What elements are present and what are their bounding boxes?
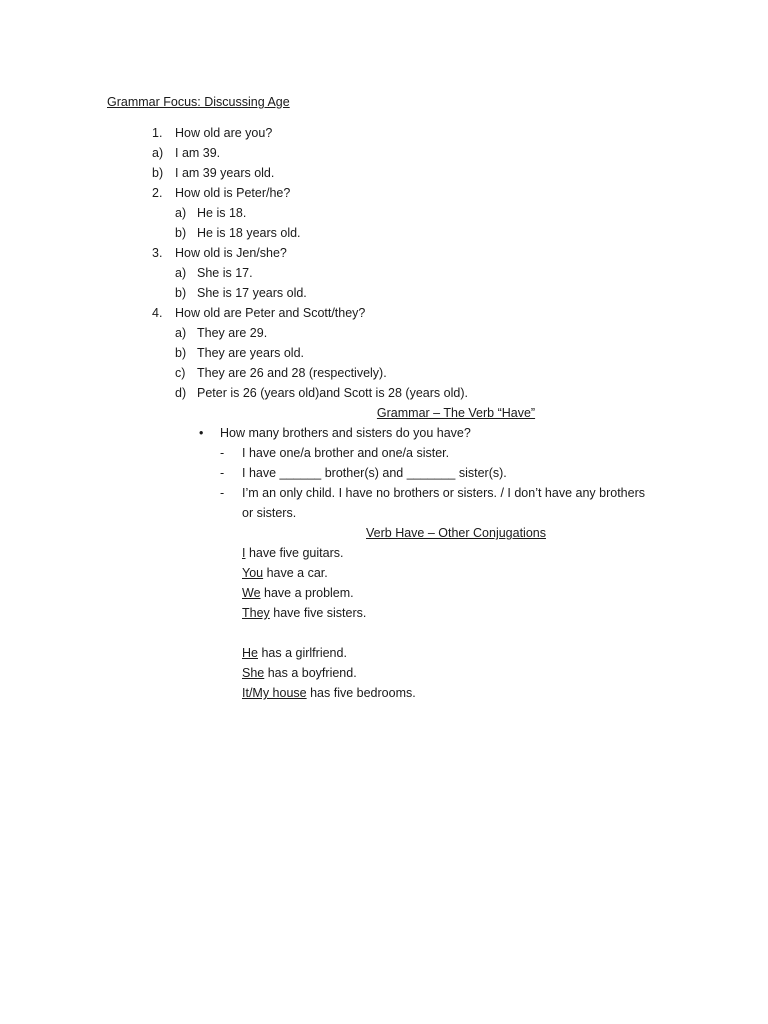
bullet-icon: • <box>199 426 204 440</box>
list-number: 1. <box>152 126 163 140</box>
answer-text: I am 39. <box>175 146 221 160</box>
list-marker: a) <box>152 146 164 160</box>
example-sentence <box>242 565 328 581</box>
example-sentence <box>242 665 357 681</box>
answer-text: They are 29. <box>197 326 268 340</box>
sentence-rest: have five guitars. <box>245 546 344 560</box>
answer-text: I have ______ brother(s) and _______ sister(s). <box>242 466 507 480</box>
list-number: 3. <box>152 246 163 260</box>
sentence-rest: have five sisters. <box>269 606 367 620</box>
example-sentence <box>242 545 343 561</box>
answer-text: They are years old. <box>197 346 304 360</box>
section-heading-verb-have: Grammar – The Verb “Have” <box>376 406 536 420</box>
answer-text-continued: or sisters. <box>242 506 297 520</box>
list-marker: d) <box>175 386 187 400</box>
sentence-rest: has a girlfriend. <box>257 646 347 660</box>
question-text: How old are Peter and Scott/they? <box>175 306 366 320</box>
answer-text: I have one/a brother and one/a sister. <box>242 446 450 460</box>
subject-pronoun: They <box>242 606 270 620</box>
answer-text: He is 18 years old. <box>197 226 301 240</box>
sentence-rest: has a boyfriend. <box>264 666 357 680</box>
list-marker: b) <box>152 166 164 180</box>
dash-marker: - <box>220 466 225 480</box>
dash-marker: - <box>220 486 225 500</box>
list-marker: b) <box>175 346 187 360</box>
subject-pronoun: I <box>242 546 246 560</box>
list-marker: b) <box>175 226 187 240</box>
list-number: 2. <box>152 186 163 200</box>
sentence-rest: have a car. <box>263 566 328 580</box>
answer-text: I’m an only child. I have no brothers or sisters. / I don’t have any brothers <box>242 486 645 500</box>
list-marker: a) <box>175 206 187 220</box>
answer-text: Peter is 26 (years old)and Scott is 28 (years old). <box>197 386 468 400</box>
subject-pronoun: He <box>242 646 258 660</box>
example-sentence <box>242 685 416 701</box>
page-title: Grammar Focus: Discussing Age <box>107 95 290 109</box>
question-text: How old are you? <box>175 126 273 140</box>
answer-text: He is 18. <box>197 206 247 220</box>
list-marker: b) <box>175 286 187 300</box>
section-heading-conjugations: Verb Have – Other Conjugations <box>366 526 546 540</box>
example-sentence <box>242 605 366 621</box>
question-text: How old is Peter/he? <box>175 186 291 200</box>
sentence-rest: have a problem. <box>260 586 354 600</box>
answer-text: They are 26 and 28 (respectively). <box>197 366 387 380</box>
example-sentence <box>242 585 354 601</box>
list-marker: a) <box>175 326 187 340</box>
list-marker: a) <box>175 266 187 280</box>
dash-marker: - <box>220 446 225 460</box>
sentence-rest: has five bedrooms. <box>306 686 416 700</box>
question-text: How many brothers and sisters do you have? <box>220 426 471 440</box>
list-marker: c) <box>175 366 186 380</box>
answer-text: She is 17 years old. <box>197 286 307 300</box>
answer-text: She is 17. <box>197 266 253 280</box>
answer-text: I am 39 years old. <box>175 166 275 180</box>
subject-pronoun: You <box>242 566 264 580</box>
subject-pronoun: We <box>242 586 261 600</box>
subject-pronoun: It/My house <box>242 686 307 700</box>
example-sentence <box>242 645 347 661</box>
question-text: How old is Jen/she? <box>175 246 287 260</box>
subject-pronoun: She <box>242 666 265 680</box>
list-number: 4. <box>152 306 163 320</box>
